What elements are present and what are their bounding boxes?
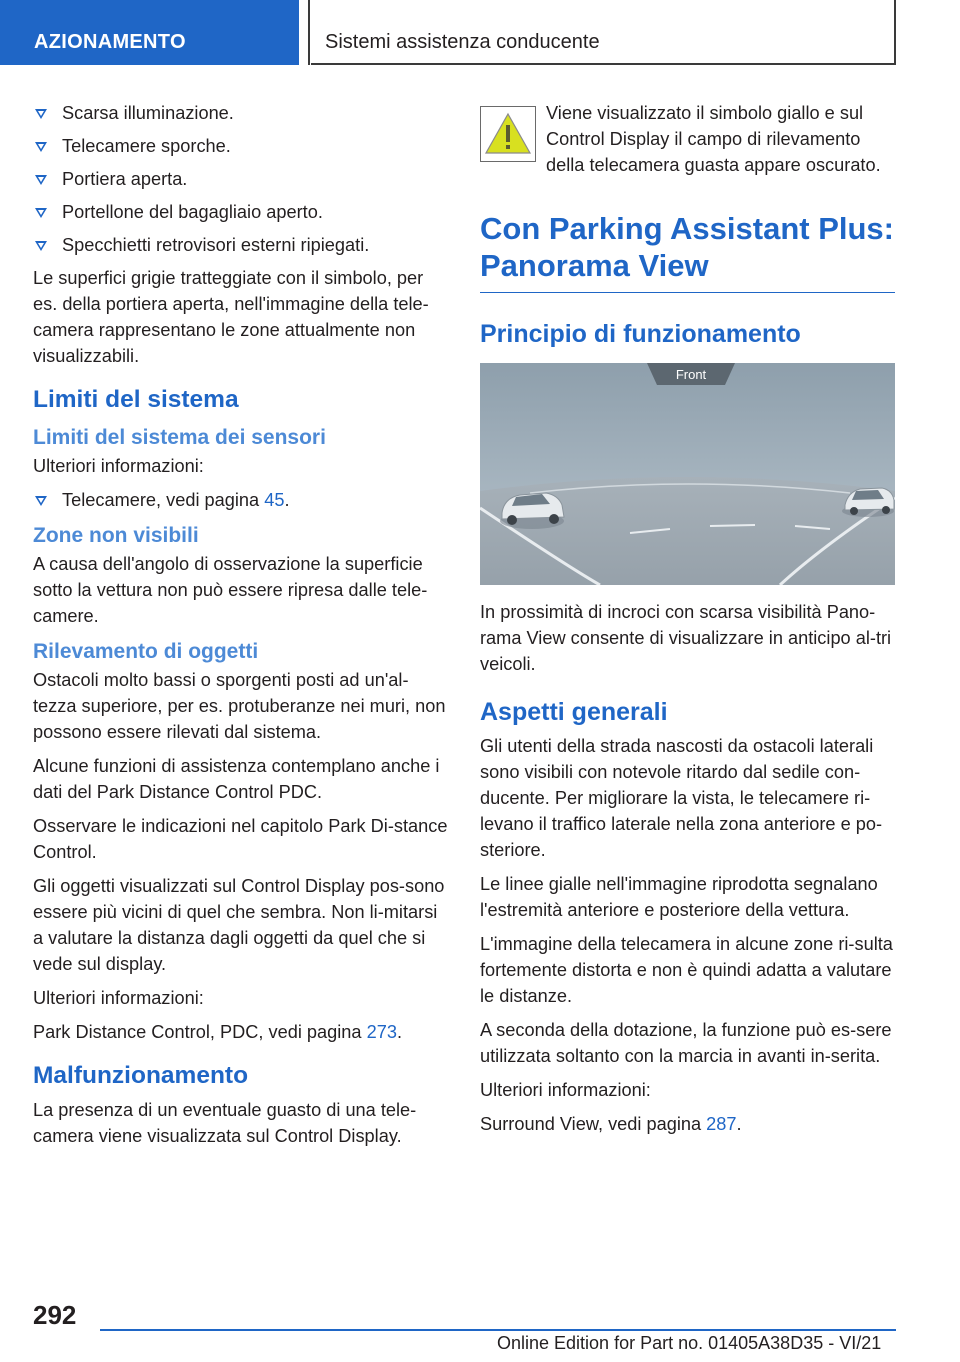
heading-object-detection: Rilevamento di oggetti [33, 640, 259, 663]
warning-icon-frame [480, 106, 536, 162]
front-label: Front [675, 367, 707, 382]
shaded-areas-paragraph: Le superfici grigie tratteggiate con il simbolo, per es. della portiera aperta, nell'immagine della tele-camera rappresentano le zone attualmente non visualizzabili. [33, 268, 429, 366]
detection-paragraph-1: Ostacoli molto bassi o sporgenti posti ad un'al-tezza superiore, per es. protuberanze nei muri, non possono essere rilevati dal sistema. [33, 670, 446, 742]
list-item: Telecamere, vedi pagina 45. [33, 487, 448, 513]
list-item: Scarsa illuminazione. [33, 100, 448, 126]
general-paragraph-1: Gli utenti della strada nascosti da ostacoli laterali sono visibili con notevole ritardo dal sedile con-ducente. Per migliorare la vista, le telecamere ri-levano il traffico laterale nella zona anteriore e po-steriore. [480, 736, 883, 860]
heading-sensor-limits: Limiti del sistema dei sensori [33, 426, 326, 449]
list-item: Telecamere sporche. [33, 133, 448, 159]
malfunction-paragraph: La presenza di un eventuale guasto di una tele-camera viene visualizzata sul Control Display. [33, 1100, 417, 1146]
bullet-triangle-icon [35, 208, 47, 218]
more-info-label: Ulteriori informazioni: [33, 456, 204, 476]
list-item: Specchietti retrovisori esterni ripiegati. [33, 232, 448, 258]
principle-paragraph: In prossimità di incroci con scarsa visibilità Pano-rama View consente di visualizzare in anticipo al-tri veicoli. [480, 602, 892, 674]
detection-paragraph-4: Gli oggetti visualizzati sul Control Display pos-sono essere più vicini di quel che sembra. Non li-mitarsi a valutare la distanza dagli oggetti da quel che si vede sul display. [33, 876, 445, 974]
right-column [480, 100, 895, 1145]
heading-general-aspects: Aspetti generali [480, 698, 668, 726]
chapter-header [311, 0, 896, 65]
page-link-287[interactable]: 287 [706, 1114, 737, 1134]
heading-malfunction: Malfunzionamento [33, 1062, 249, 1089]
chapter-title: Sistemi assistenza conducente [325, 31, 600, 53]
hidden-zones-paragraph: A causa dell'angolo di osservazione la superficie sotto la vettura non può essere ripresa dalle tele-camere. [33, 554, 428, 626]
footer-divider [100, 1329, 896, 1331]
heading-system-limits: Limiti del sistema [33, 386, 239, 413]
bullet-triangle-icon [35, 142, 47, 152]
heading-hidden-zones: Zone non visibili [33, 524, 199, 547]
pdc-reference: Park Distance Control, PDC, vedi pagina 273. [33, 1022, 403, 1042]
page-link-273[interactable]: 273 [366, 1022, 397, 1042]
heading-panorama-view: Con Parking Assistant Plus: Panorama View [480, 210, 895, 293]
header-divider [308, 0, 310, 65]
warning-note [480, 100, 895, 186]
bullet-triangle-icon [35, 175, 47, 185]
list-item: Portellone del bagagliaio aperto. [33, 199, 448, 225]
section-tab [0, 0, 299, 65]
general-paragraph-4: A seconda della dotazione, la funzione può es-sere utilizzata soltanto con la marcia in avanti in-serita. [480, 1020, 892, 1066]
more-info-label: Ulteriori informazioni: [480, 1080, 651, 1100]
detection-paragraph-2: Alcune funzioni di assistenza contemplano anche i dati del Park Distance Control PDC. [33, 756, 440, 802]
more-info-label: Ulteriori informazioni: [33, 988, 204, 1008]
page-link-45[interactable]: 45 [264, 490, 285, 510]
sensor-refs-list [33, 487, 448, 513]
general-paragraph-2: Le linee gialle nell'immagine riprodotta segnalano l'estremità anteriore e posteriore della vettura. [480, 874, 878, 920]
surround-view-reference: Surround View, vedi pagina 287. [480, 1114, 742, 1134]
warning-triangle-icon [481, 107, 535, 161]
general-paragraph-3: L'immagine della telecamera in alcune zone ri-sulta fortemente distorta e non è quindi adatta a valutare le distanze. [480, 934, 893, 1006]
panorama-camera-image [480, 363, 895, 585]
left-column [33, 100, 448, 1157]
warning-text: Viene visualizzato il simbolo giallo e sul Control Display il campo di rilevamento della telecamera guasta appare oscurato. [546, 103, 881, 175]
heading-operating-principle: Principio di funzionamento [480, 320, 801, 348]
list-item: Portiera aperta. [33, 166, 448, 192]
section-title: AZIONAMENTO [34, 31, 186, 53]
bullet-triangle-icon [35, 109, 47, 119]
conditions-list [33, 100, 448, 258]
edition-note: Online Edition for Part no. 01405A38D35 - VI/21 [497, 1333, 882, 1353]
page-number: 292 [33, 1300, 77, 1330]
detection-paragraph-3: Osservare le indicazioni nel capitolo Park Di-stance Control. [33, 816, 448, 862]
bullet-triangle-icon [35, 241, 47, 251]
bullet-triangle-icon [35, 496, 47, 506]
